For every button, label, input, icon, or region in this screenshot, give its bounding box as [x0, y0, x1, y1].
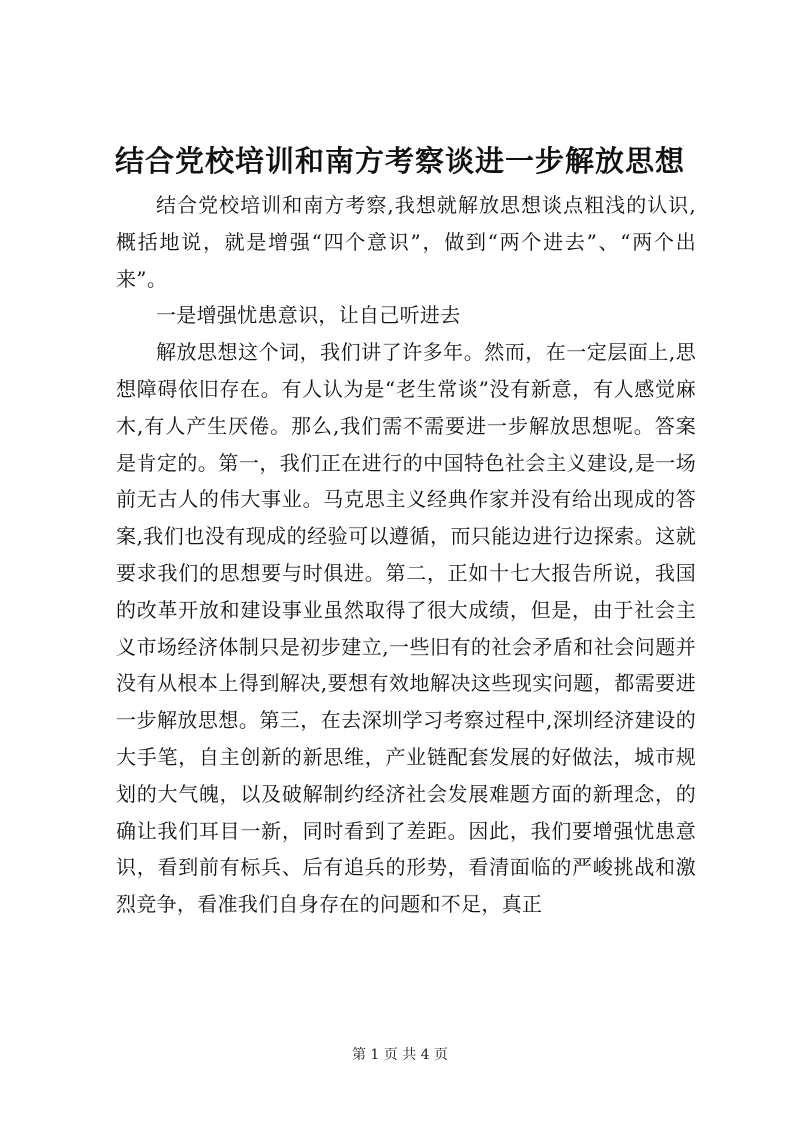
section-heading: 一是增强忧患意识，让自己听进去 — [156, 303, 461, 328]
page-number: 第 1 页 共 4 页 — [351, 1047, 449, 1063]
intro-paragraph: 结合党校培训和南方考察,我想就解放思想谈点粗浅的认识,概括地说，就是增强“四个意识”，做到“两个进去”、“两个出来”。 — [116, 193, 696, 291]
document-title: 结合党校培训和南方考察谈进一步解放思想 — [114, 144, 685, 178]
body-paragraph: 解放思想这个词，我们讲了许多年。然而，在一定层面上,思想障碍依旧存在。有人认为是“老生常谈”没有新意，有人感觉麻木,有人产生厌倦。那么,我们需不需要进一步解放思想呢。答案是肯定的。第一，我们正在进行的中国特色社会主义建设,是一场前无古人的伟大事业。马克思主义经典作家并没有给出现成的答案,我们也没有现成的经验可以遵循，而只能边进行边探索。这就要求我们的思想要与时俱进。第二，正如十七大报告所说，我国的改革开放和建设事业虽然取得了很大成绩，但是，由于社会主义市场经济体制只是初步建立,一些旧有的社会矛盾和社会问题并没有从根本上得到解决,要想有效地解决这些现实问题，都需要进一步解放思想。第三，在去深圳学习考察过程中,深圳经济建设的大手笔，自主创新的新思维，产业链配套发展的好做法，城市规划的大气魄，以及破解制约经济社会发展难题方面的新理念，的确让我们耳目一新，同时看到了差距。因此，我们要增强忧患意识，看到前有标兵、后有追兵的形势，看清面临的严峻挑战和激烈竞争，看准我们自身存在的问题和不足，真正 — [116, 340, 696, 917]
document-body — [116, 187, 696, 923]
